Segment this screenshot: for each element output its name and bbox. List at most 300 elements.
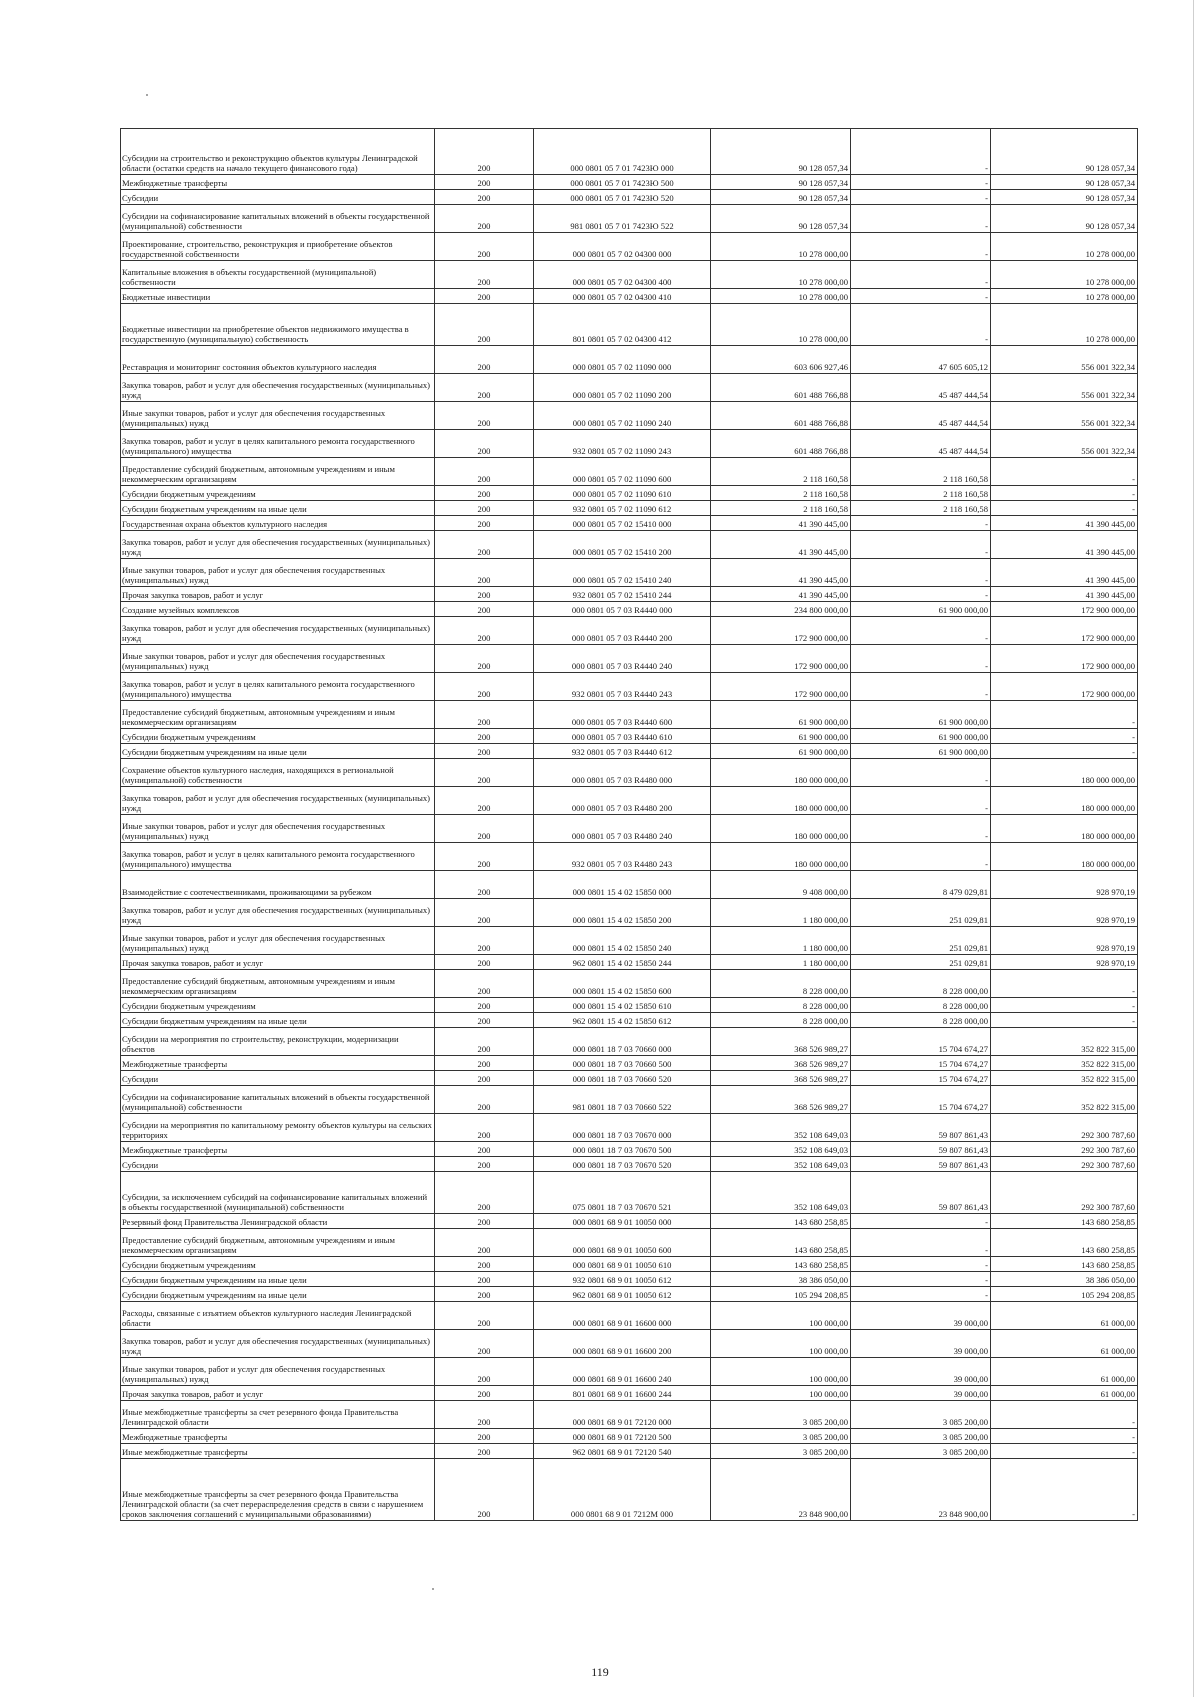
table-body [121,129,1138,1521]
row-name: Субсидии на мероприятия по строительству, реконструкции, модернизации объектов [121,1028,435,1056]
row-executed-amount: - [851,815,991,843]
row-executed-amount: - [851,233,991,261]
table-row [121,1459,1138,1521]
row-approved-amount: 38 386 050,00 [711,1272,851,1287]
row-classification-code: 000 0801 05 7 02 15410 200 [534,531,711,559]
row-approved-amount: 8 228 000,00 [711,998,851,1013]
row-line-code: 200 [435,1459,534,1521]
row-remaining-amount: 90 128 057,34 [991,190,1138,205]
row-name: Субсидии бюджетным учреждениям [121,486,435,501]
row-classification-code: 801 0801 68 9 01 16600 244 [534,1386,711,1401]
table-row [121,1401,1138,1429]
row-remaining-amount: 41 390 445,00 [991,559,1138,587]
table-row [121,1302,1138,1330]
row-executed-amount: - [851,129,991,175]
table-row [121,1272,1138,1287]
row-approved-amount: 601 488 766,88 [711,430,851,458]
row-name: Субсидии [121,1157,435,1172]
row-name: Закупка товаров, работ и услуг для обеспечения государственных (муниципальных) нужд [121,787,435,815]
row-line-code: 200 [435,587,534,602]
row-line-code: 200 [435,1142,534,1157]
row-name: Межбюджетные трансферты [121,1056,435,1071]
row-executed-amount: 15 704 674,27 [851,1028,991,1056]
row-remaining-amount: 180 000 000,00 [991,843,1138,871]
row-executed-amount: - [851,304,991,346]
row-executed-amount: - [851,673,991,701]
row-remaining-amount: 352 822 315,00 [991,1071,1138,1086]
row-classification-code: 075 0801 18 7 03 70670 521 [534,1172,711,1214]
table-row [121,787,1138,815]
row-executed-amount: 15 704 674,27 [851,1086,991,1114]
row-executed-amount: 8 228 000,00 [851,1013,991,1028]
table-row [121,1386,1138,1401]
scan-edge [1193,0,1194,1697]
row-remaining-amount: 292 300 787,60 [991,1172,1138,1214]
row-approved-amount: 143 680 258,85 [711,1229,851,1257]
table-row [121,501,1138,516]
row-remaining-amount: 556 001 322,34 [991,346,1138,374]
row-name: Закупка товаров, работ и услуг для обеспечения государственных (муниципальных) нужд [121,899,435,927]
row-executed-amount: 61 900 000,00 [851,729,991,744]
table-row [121,486,1138,501]
table-row [121,1358,1138,1386]
row-remaining-amount: - [991,1429,1138,1444]
row-name: Иные межбюджетные трансферты за счет резервного фонда Правительства Ленинградской области (за счет перераспределения средств в связи с нарушением сроков заключения соглашений с муниципальными образованиями) [121,1459,435,1521]
row-remaining-amount: - [991,1401,1138,1429]
row-line-code: 200 [435,1013,534,1028]
table-row [121,970,1138,998]
row-line-code: 200 [435,899,534,927]
row-classification-code: 000 0801 05 7 01 7423Ю 000 [534,129,711,175]
row-classification-code: 981 0801 05 7 01 7423Ю 522 [534,205,711,233]
row-remaining-amount: - [991,1459,1138,1521]
row-executed-amount: 251 029,81 [851,899,991,927]
row-remaining-amount: 352 822 315,00 [991,1056,1138,1071]
row-classification-code: 981 0801 18 7 03 70660 522 [534,1086,711,1114]
row-executed-amount: 2 118 160,58 [851,458,991,486]
row-remaining-amount: 143 680 258,85 [991,1257,1138,1272]
row-line-code: 200 [435,501,534,516]
row-executed-amount: 39 000,00 [851,1358,991,1386]
row-classification-code: 000 0801 05 7 03 R4480 200 [534,787,711,815]
row-approved-amount: 3 085 200,00 [711,1401,851,1429]
row-executed-amount: 61 900 000,00 [851,701,991,729]
row-name: Иные закупки товаров, работ и услуг для обеспечения государственных (муниципальных) нужд [121,402,435,430]
row-executed-amount: 59 807 861,43 [851,1142,991,1157]
row-classification-code: 932 0801 05 7 02 11090 612 [534,501,711,516]
row-line-code: 200 [435,1272,534,1287]
row-line-code: 200 [435,998,534,1013]
row-classification-code: 000 0801 05 7 02 11090 610 [534,486,711,501]
row-line-code: 200 [435,843,534,871]
row-classification-code: 000 0801 05 7 03 R4440 600 [534,701,711,729]
row-remaining-amount: 292 300 787,60 [991,1157,1138,1172]
row-classification-code: 000 0801 68 9 01 72120 500 [534,1429,711,1444]
table-row [121,175,1138,190]
row-classification-code: 801 0801 05 7 02 04300 412 [534,304,711,346]
row-classification-code: 000 0801 05 7 02 11090 600 [534,458,711,486]
row-line-code: 200 [435,617,534,645]
table-row [121,1229,1138,1257]
row-remaining-amount: 556 001 322,34 [991,374,1138,402]
row-line-code: 200 [435,458,534,486]
row-approved-amount: 352 108 649,03 [711,1172,851,1214]
row-classification-code: 000 0801 68 9 01 7212М 000 [534,1459,711,1521]
row-name: Резервный фонд Правительства Ленинградской области [121,1214,435,1229]
row-name: Прочая закупка товаров, работ и услуг [121,1386,435,1401]
row-executed-amount: - [851,587,991,602]
row-executed-amount: 59 807 861,43 [851,1172,991,1214]
row-executed-amount: 39 000,00 [851,1330,991,1358]
row-name: Расходы, связанные с изъятием объектов культурного наследия Ленинградской области [121,1302,435,1330]
row-name: Прочая закупка товаров, работ и услуг [121,955,435,970]
row-remaining-amount: 90 128 057,34 [991,175,1138,190]
row-executed-amount: - [851,787,991,815]
page-number: 119 [591,1665,609,1679]
table-row [121,1429,1138,1444]
row-approved-amount: 180 000 000,00 [711,759,851,787]
row-approved-amount: 368 526 989,27 [711,1086,851,1114]
row-approved-amount: 352 108 649,03 [711,1114,851,1142]
row-approved-amount: 352 108 649,03 [711,1142,851,1157]
row-approved-amount: 172 900 000,00 [711,645,851,673]
row-approved-amount: 180 000 000,00 [711,787,851,815]
row-approved-amount: 90 128 057,34 [711,190,851,205]
row-line-code: 200 [435,1429,534,1444]
row-executed-amount: - [851,559,991,587]
row-remaining-amount: - [991,729,1138,744]
row-classification-code: 000 0801 05 7 03 R4440 000 [534,602,711,617]
row-approved-amount: 100 000,00 [711,1386,851,1401]
row-executed-amount: 3 085 200,00 [851,1401,991,1429]
row-executed-amount: 251 029,81 [851,955,991,970]
row-remaining-amount: 180 000 000,00 [991,815,1138,843]
row-approved-amount: 61 900 000,00 [711,744,851,759]
row-approved-amount: 100 000,00 [711,1358,851,1386]
row-approved-amount: 10 278 000,00 [711,304,851,346]
row-executed-amount: 61 900 000,00 [851,744,991,759]
table-row [121,955,1138,970]
row-approved-amount: 3 085 200,00 [711,1429,851,1444]
table-row [121,645,1138,673]
row-line-code: 200 [435,1330,534,1358]
row-line-code: 200 [435,1086,534,1114]
row-classification-code: 000 0801 05 7 02 15410 000 [534,516,711,531]
row-classification-code: 000 0801 05 7 03 R4440 240 [534,645,711,673]
row-approved-amount: 9 408 000,00 [711,871,851,899]
row-line-code: 200 [435,871,534,899]
row-remaining-amount: 143 680 258,85 [991,1229,1138,1257]
row-approved-amount: 1 180 000,00 [711,899,851,927]
row-name: Субсидии бюджетным учреждениям на иные цели [121,1272,435,1287]
table-row [121,289,1138,304]
row-remaining-amount: - [991,501,1138,516]
row-line-code: 200 [435,602,534,617]
row-name: Закупка товаров, работ и услуг для обеспечения государственных (муниципальных) нужд [121,531,435,559]
row-classification-code: 000 0801 05 7 03 R4480 240 [534,815,711,843]
row-line-code: 200 [435,205,534,233]
row-executed-amount: - [851,645,991,673]
row-name: Субсидии бюджетным учреждениям на иные цели [121,1287,435,1302]
table-row [121,233,1138,261]
row-executed-amount: 3 085 200,00 [851,1429,991,1444]
row-approved-amount: 234 800 000,00 [711,602,851,617]
row-approved-amount: 61 900 000,00 [711,729,851,744]
row-remaining-amount: 38 386 050,00 [991,1272,1138,1287]
row-classification-code: 000 0801 15 4 02 15850 600 [534,970,711,998]
row-line-code: 200 [435,1302,534,1330]
row-remaining-amount: 90 128 057,34 [991,205,1138,233]
row-line-code: 200 [435,759,534,787]
scan-speck [146,94,148,96]
row-name: Закупка товаров, работ и услуг в целях капитального ремонта государственного (муниципального) имущества [121,843,435,871]
row-classification-code: 000 0801 18 7 03 70670 000 [534,1114,711,1142]
table-row [121,759,1138,787]
row-name: Бюджетные инвестиции [121,289,435,304]
table-row [121,843,1138,871]
row-remaining-amount: 928 970,19 [991,871,1138,899]
table-row [121,871,1138,899]
row-classification-code: 962 0801 15 4 02 15850 612 [534,1013,711,1028]
row-approved-amount: 180 000 000,00 [711,843,851,871]
row-name: Иные закупки товаров, работ и услуг для обеспечения государственных (муниципальных) нужд [121,927,435,955]
row-remaining-amount: 61 000,00 [991,1358,1138,1386]
table-row [121,458,1138,486]
table-row [121,617,1138,645]
row-name: Прочая закупка товаров, работ и услуг [121,587,435,602]
row-executed-amount: 8 479 029,81 [851,871,991,899]
row-classification-code: 000 0801 05 7 02 15410 240 [534,559,711,587]
row-remaining-amount: 41 390 445,00 [991,516,1138,531]
row-approved-amount: 172 900 000,00 [711,673,851,701]
row-executed-amount: - [851,261,991,289]
row-remaining-amount: - [991,1013,1138,1028]
row-approved-amount: 10 278 000,00 [711,261,851,289]
row-line-code: 200 [435,175,534,190]
row-executed-amount: 47 605 605,12 [851,346,991,374]
row-line-code: 200 [435,1401,534,1429]
row-classification-code: 000 0801 15 4 02 15850 000 [534,871,711,899]
row-line-code: 200 [435,1358,534,1386]
row-name: Закупка товаров, работ и услуг для обеспечения государственных (муниципальных) нужд [121,617,435,645]
row-approved-amount: 90 128 057,34 [711,129,851,175]
row-line-code: 200 [435,374,534,402]
row-name: Иные закупки товаров, работ и услуг для обеспечения государственных (муниципальных) нужд [121,559,435,587]
row-classification-code: 000 0801 68 9 01 10050 610 [534,1257,711,1272]
row-remaining-amount: 180 000 000,00 [991,759,1138,787]
row-executed-amount: - [851,289,991,304]
table-row [121,587,1138,602]
row-classification-code: 962 0801 15 4 02 15850 244 [534,955,711,970]
row-remaining-amount: - [991,970,1138,998]
budget-execution-table [120,128,1138,1521]
row-remaining-amount: 352 822 315,00 [991,1086,1138,1114]
row-classification-code: 000 0801 05 7 02 04300 410 [534,289,711,304]
row-approved-amount: 3 085 200,00 [711,1444,851,1459]
row-line-code: 200 [435,1257,534,1272]
row-classification-code: 000 0801 05 7 01 7423Ю 520 [534,190,711,205]
row-approved-amount: 180 000 000,00 [711,815,851,843]
row-line-code: 200 [435,645,534,673]
row-line-code: 200 [435,1071,534,1086]
row-line-code: 200 [435,346,534,374]
table-row [121,729,1138,744]
row-line-code: 200 [435,261,534,289]
row-approved-amount: 8 228 000,00 [711,1013,851,1028]
row-name: Предоставление субсидий бюджетным, автономным учреждениям и иным некоммерческим организациям [121,701,435,729]
row-remaining-amount: 10 278 000,00 [991,304,1138,346]
row-remaining-amount: 90 128 057,34 [991,129,1138,175]
row-classification-code: 000 0801 68 9 01 16600 200 [534,1330,711,1358]
row-remaining-amount: - [991,701,1138,729]
row-name: Субсидии бюджетным учреждениям [121,729,435,744]
row-line-code: 200 [435,1056,534,1071]
row-executed-amount: 23 848 900,00 [851,1459,991,1521]
row-classification-code: 000 0801 05 7 01 7423Ю 500 [534,175,711,190]
row-approved-amount: 41 390 445,00 [711,587,851,602]
row-classification-code: 000 0801 68 9 01 16600 240 [534,1358,711,1386]
table-row [121,1257,1138,1272]
row-classification-code: 000 0801 05 7 03 R4480 000 [534,759,711,787]
row-name: Субсидии на софинансирование капитальных вложений в объекты государственной (муниципальной) собственности [121,1086,435,1114]
row-approved-amount: 601 488 766,88 [711,402,851,430]
row-remaining-amount: 41 390 445,00 [991,531,1138,559]
table-row [121,602,1138,617]
row-line-code: 200 [435,1287,534,1302]
row-line-code: 200 [435,1157,534,1172]
row-remaining-amount: 10 278 000,00 [991,233,1138,261]
row-name: Закупка товаров, работ и услуг в целях капитального ремонта государственного (муниципального) имущества [121,430,435,458]
row-name: Иные закупки товаров, работ и услуг для обеспечения государственных (муниципальных) нужд [121,815,435,843]
row-name: Реставрация и мониторинг состояния объектов культурного наследия [121,346,435,374]
row-remaining-amount: 61 000,00 [991,1386,1138,1401]
row-remaining-amount: 928 970,19 [991,899,1138,927]
row-classification-code: 000 0801 05 7 02 11090 240 [534,402,711,430]
row-remaining-amount: 61 000,00 [991,1302,1138,1330]
table-row [121,998,1138,1013]
row-line-code: 200 [435,486,534,501]
row-classification-code: 000 0801 18 7 03 70670 500 [534,1142,711,1157]
row-executed-amount: 8 228 000,00 [851,998,991,1013]
table-row [121,701,1138,729]
row-classification-code: 000 0801 05 7 02 04300 400 [534,261,711,289]
row-approved-amount: 603 606 927,46 [711,346,851,374]
row-name: Иные закупки товаров, работ и услуг для обеспечения государственных (муниципальных) нужд [121,1358,435,1386]
row-approved-amount: 352 108 649,03 [711,1157,851,1172]
row-approved-amount: 61 900 000,00 [711,701,851,729]
row-remaining-amount: 928 970,19 [991,955,1138,970]
row-executed-amount: 45 487 444,54 [851,374,991,402]
table-row [121,1056,1138,1071]
row-name: Закупка товаров, работ и услуг для обеспечения государственных (муниципальных) нужд [121,374,435,402]
row-classification-code: 000 0801 18 7 03 70660 520 [534,1071,711,1086]
table-row [121,129,1138,175]
row-line-code: 200 [435,1444,534,1459]
row-name: Бюджетные инвестиции на приобретение объектов недвижимого имущества в государственную (муниципальную) собственность [121,304,435,346]
table-row [121,205,1138,233]
row-classification-code: 932 0801 05 7 03 R4440 612 [534,744,711,759]
table-row [121,304,1138,346]
table-row [121,1214,1138,1229]
row-line-code: 200 [435,233,534,261]
row-remaining-amount: 556 001 322,34 [991,430,1138,458]
table-row [121,1071,1138,1086]
row-line-code: 200 [435,402,534,430]
table-row [121,744,1138,759]
table-row [121,815,1138,843]
table-row [121,346,1138,374]
scan-speck [432,1588,434,1590]
row-name: Закупка товаров, работ и услуг для обеспечения государственных (муниципальных) нужд [121,1330,435,1358]
row-line-code: 200 [435,955,534,970]
row-executed-amount: - [851,190,991,205]
row-executed-amount: - [851,1272,991,1287]
row-approved-amount: 2 118 160,58 [711,501,851,516]
row-name: Сохранение объектов культурного наследия, находящихся в региональной (муниципальной) собственности [121,759,435,787]
row-executed-amount: 45 487 444,54 [851,402,991,430]
table-row [121,516,1138,531]
row-approved-amount: 23 848 900,00 [711,1459,851,1521]
row-remaining-amount: 10 278 000,00 [991,261,1138,289]
row-classification-code: 962 0801 68 9 01 72120 540 [534,1444,711,1459]
row-executed-amount: - [851,516,991,531]
row-approved-amount: 105 294 208,85 [711,1287,851,1302]
row-line-code: 200 [435,190,534,205]
table-row [121,1287,1138,1302]
row-approved-amount: 90 128 057,34 [711,175,851,190]
row-line-code: 200 [435,1114,534,1142]
row-classification-code: 000 0801 18 7 03 70660 500 [534,1056,711,1071]
row-approved-amount: 143 680 258,85 [711,1257,851,1272]
table-row [121,1142,1138,1157]
row-approved-amount: 8 228 000,00 [711,970,851,998]
row-approved-amount: 368 526 989,27 [711,1071,851,1086]
row-classification-code: 932 0801 05 7 02 11090 243 [534,430,711,458]
table-row [121,1114,1138,1142]
row-executed-amount: - [851,1229,991,1257]
row-name: Государственная охрана объектов культурного наследия [121,516,435,531]
row-remaining-amount: - [991,998,1138,1013]
row-executed-amount: 39 000,00 [851,1302,991,1330]
row-remaining-amount: 172 900 000,00 [991,673,1138,701]
row-name: Субсидии, за исключением субсидий на софинансирование капитальных вложений в объекты государственной (муниципальной) собственности [121,1172,435,1214]
row-line-code: 200 [435,927,534,955]
row-executed-amount: - [851,1287,991,1302]
row-classification-code: 932 0801 05 7 02 15410 244 [534,587,711,602]
row-name: Иные межбюджетные трансферты за счет резервного фонда Правительства Ленинградской области [121,1401,435,1429]
row-classification-code: 000 0801 05 7 02 04300 000 [534,233,711,261]
row-approved-amount: 368 526 989,27 [711,1056,851,1071]
row-name: Иные закупки товаров, работ и услуг для обеспечения государственных (муниципальных) нужд [121,645,435,673]
row-classification-code: 000 0801 68 9 01 10050 000 [534,1214,711,1229]
row-name: Создание музейных комплексов [121,602,435,617]
row-approved-amount: 100 000,00 [711,1302,851,1330]
row-line-code: 200 [435,516,534,531]
row-remaining-amount: 180 000 000,00 [991,787,1138,815]
row-executed-amount: 2 118 160,58 [851,501,991,516]
row-executed-amount: - [851,1257,991,1272]
row-approved-amount: 41 390 445,00 [711,531,851,559]
row-name: Предоставление субсидий бюджетным, автономным учреждениям и иным некоммерческим организациям [121,1229,435,1257]
row-name: Субсидии бюджетным учреждениям на иные цели [121,501,435,516]
row-classification-code: 000 0801 05 7 03 R4440 200 [534,617,711,645]
row-remaining-amount: 928 970,19 [991,927,1138,955]
row-line-code: 200 [435,1386,534,1401]
row-classification-code: 000 0801 05 7 02 11090 200 [534,374,711,402]
table-row [121,1157,1138,1172]
row-executed-amount: 15 704 674,27 [851,1056,991,1071]
row-name: Проектирование, строительство, реконструкция и приобретение объектов государственной собственности [121,233,435,261]
